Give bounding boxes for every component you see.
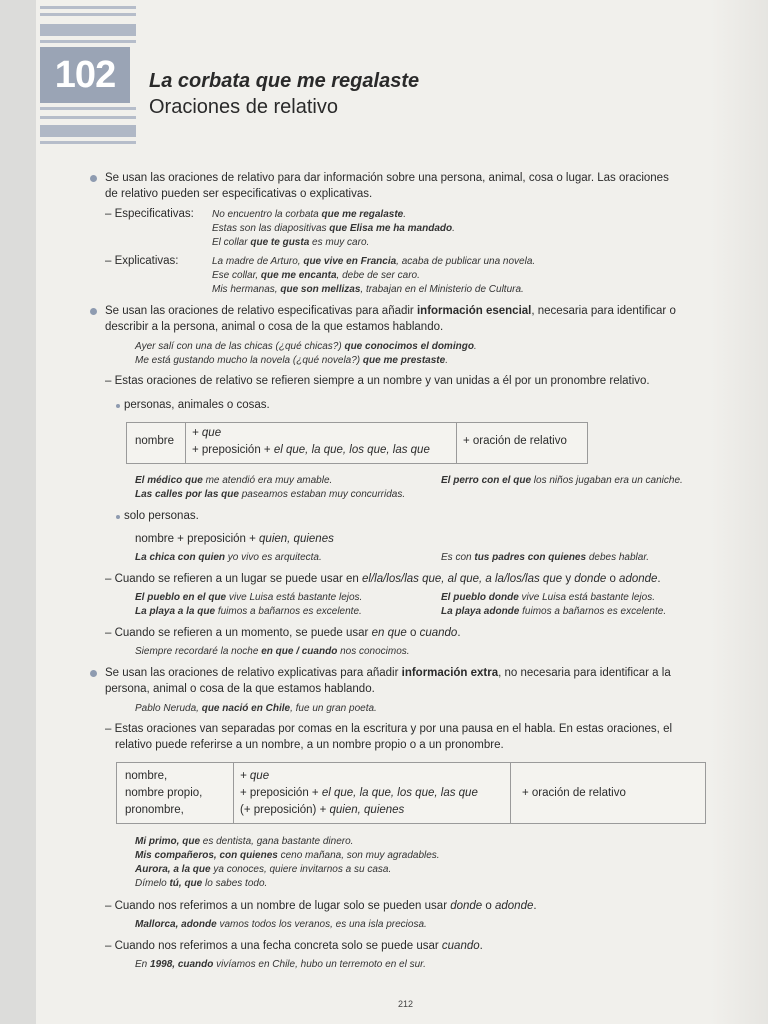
table1-col2-line1: + que <box>192 427 222 439</box>
section-bullet <box>90 175 97 182</box>
s3-dash1-l1: – Estas oraciones van separadas por comas en la escritura y por una pausa en el habla. En estas oraciones, el <box>105 723 673 735</box>
f2-example: Es con tus padres con quienes debes hablar. <box>441 552 650 563</box>
facing-page-edge <box>710 0 768 1024</box>
s2-example: Me está gustando mucho la novela (¿qué novela?) que me prestaste. <box>135 355 448 366</box>
spec-example: Estas son las diapositivas que Elisa me ha mandado. <box>212 223 455 234</box>
sub-bullet <box>116 515 120 519</box>
t1-example: Las calles por las que paseamos estaban muy concurridas. <box>135 489 406 500</box>
t1-example: El médico que me atendió era muy amable. <box>135 475 333 486</box>
table1-col1: nombre <box>135 435 174 447</box>
unit-number: 102 <box>40 47 130 103</box>
table2-col3: + oración de relativo <box>522 787 626 799</box>
spec-label: – Especificativas: <box>105 208 194 220</box>
relative-table-2 <box>116 762 706 824</box>
s2-line2: describir a la persona, animal o cosa de la que estamos hablando. <box>105 321 444 333</box>
s2-dash2: – Cuando se refieren a un lugar se puede usar en el/la/los/las que, al que, a la/los/las que y donde o adonde. <box>105 573 661 585</box>
s3-dash2: – Cuando nos referimos a un nombre de lugar solo se pueden usar donde o adonde. <box>105 900 537 912</box>
s2-dash1: – Estas oraciones de relativo se refieren siempre a un nombre y van unidas a él por un pronombre relativo. <box>105 375 650 387</box>
table1-col3: + oración de relativo <box>463 435 567 447</box>
expl-example: La madre de Arturo, que vive en Francia, acaba de publicar una novela. <box>212 256 536 267</box>
s3-dash3: – Cuando nos referimos a una fecha concreta solo se puede usar cuando. <box>105 940 483 952</box>
page-number: 212 <box>398 999 414 1009</box>
d2-example: La playa adonde fuimos a bañarnos es excelente. <box>441 606 667 617</box>
s1-line1: Se usan las oraciones de relativo para dar información sobre una persona, animal, cosa o lugar. Las oraciones <box>105 172 669 184</box>
f2-example: La chica con quien yo vivo es arquitecta. <box>135 552 322 563</box>
s2-example: Ayer salí con una de las chicas (¿qué chicas?) que conocimos el domingo. <box>135 341 477 352</box>
section-bullet <box>90 308 97 315</box>
section-bullet <box>90 670 97 677</box>
s3-line1: Se usan las oraciones de relativo explicativas para añadir información extra, no necesaria para identificar a la <box>105 667 671 679</box>
expl-example: Ese collar, que me encanta, debe de ser caro. <box>212 270 420 281</box>
d3-example: En 1998, cuando vivíamos en Chile, hubo un terremoto en el sur. <box>135 959 426 970</box>
relative-table-1 <box>126 422 588 464</box>
table1-col2-line2: + preposición + el que, la que, los que, las que <box>192 444 430 456</box>
d2-example: El pueblo en el que vive Luisa está bastante lejos. <box>135 592 363 603</box>
t2-example: Dímelo tú, que lo sabes todo. <box>135 878 268 889</box>
spec-example: El collar que te gusta es muy caro. <box>212 237 370 248</box>
t1-example: El perro con el que los niños jugaban era un caniche. <box>441 475 683 486</box>
table2-col1: pronombre, <box>125 804 184 816</box>
formula-2: nombre + preposición + quien, quienes <box>135 533 334 545</box>
s2-sub2: solo personas. <box>124 510 199 522</box>
d3-example: Siempre recordaré la noche en que / cuando nos conocimos. <box>135 646 410 657</box>
unit-title: La corbata que me regalaste <box>149 70 420 92</box>
d2-example: La playa a la que fuimos a bañarnos es excelente. <box>135 606 362 617</box>
s3-example: Pablo Neruda, que nació en Chile, fue un gran poeta. <box>135 703 377 714</box>
d2-example: Mallorca, adonde vamos todos los veranos, es una isla preciosa. <box>135 919 427 930</box>
s2-line1: Se usan las oraciones de relativo especificativas para añadir información esencial, necesaria para identificar o <box>105 305 676 317</box>
s3-dash1-l2: relativo puede referirse a un nombre, a un nombre propio o a un pronombre. <box>115 739 504 751</box>
expl-label: – Explicativas: <box>105 255 179 267</box>
table2-col1: nombre, <box>125 770 168 782</box>
s2-sub1: personas, animales o cosas. <box>124 399 270 411</box>
t2-example: Mis compañeros, con quienes ceno mañana, son muy agradables. <box>135 850 440 861</box>
spec-example: No encuentro la corbata que me regalaste. <box>212 209 407 220</box>
d2-example: El pueblo donde vive Luisa está bastante lejos. <box>441 592 655 603</box>
s2-dash3: – Cuando se refieren a un momento, se puede usar en que o cuando. <box>105 627 461 639</box>
expl-example: Mis hermanas, que son mellizas, trabajan en el Ministerio de Cultura. <box>212 284 524 295</box>
unit-subtitle: Oraciones de relativo <box>149 96 338 118</box>
t2-example: Mi primo, que es dentista, gana bastante dinero. <box>135 836 354 847</box>
s3-line2: persona, animal o cosa de la que estamos hablando. <box>105 683 375 695</box>
table2-col2-line2: + preposición + el que, la que, los que, las que <box>240 787 478 799</box>
s1-line2: de relativo pueden ser especificativas o explicativas. <box>105 188 373 200</box>
table2-col1: nombre propio, <box>125 787 203 799</box>
t2-example: Aurora, a la que ya conoces, quiere invitarnos a su casa. <box>135 864 392 875</box>
sub-bullet <box>116 404 120 408</box>
table2-col2-line1: + que <box>240 770 270 782</box>
table2-col2-line3: (+ preposición) + quien, quienes <box>240 804 405 816</box>
